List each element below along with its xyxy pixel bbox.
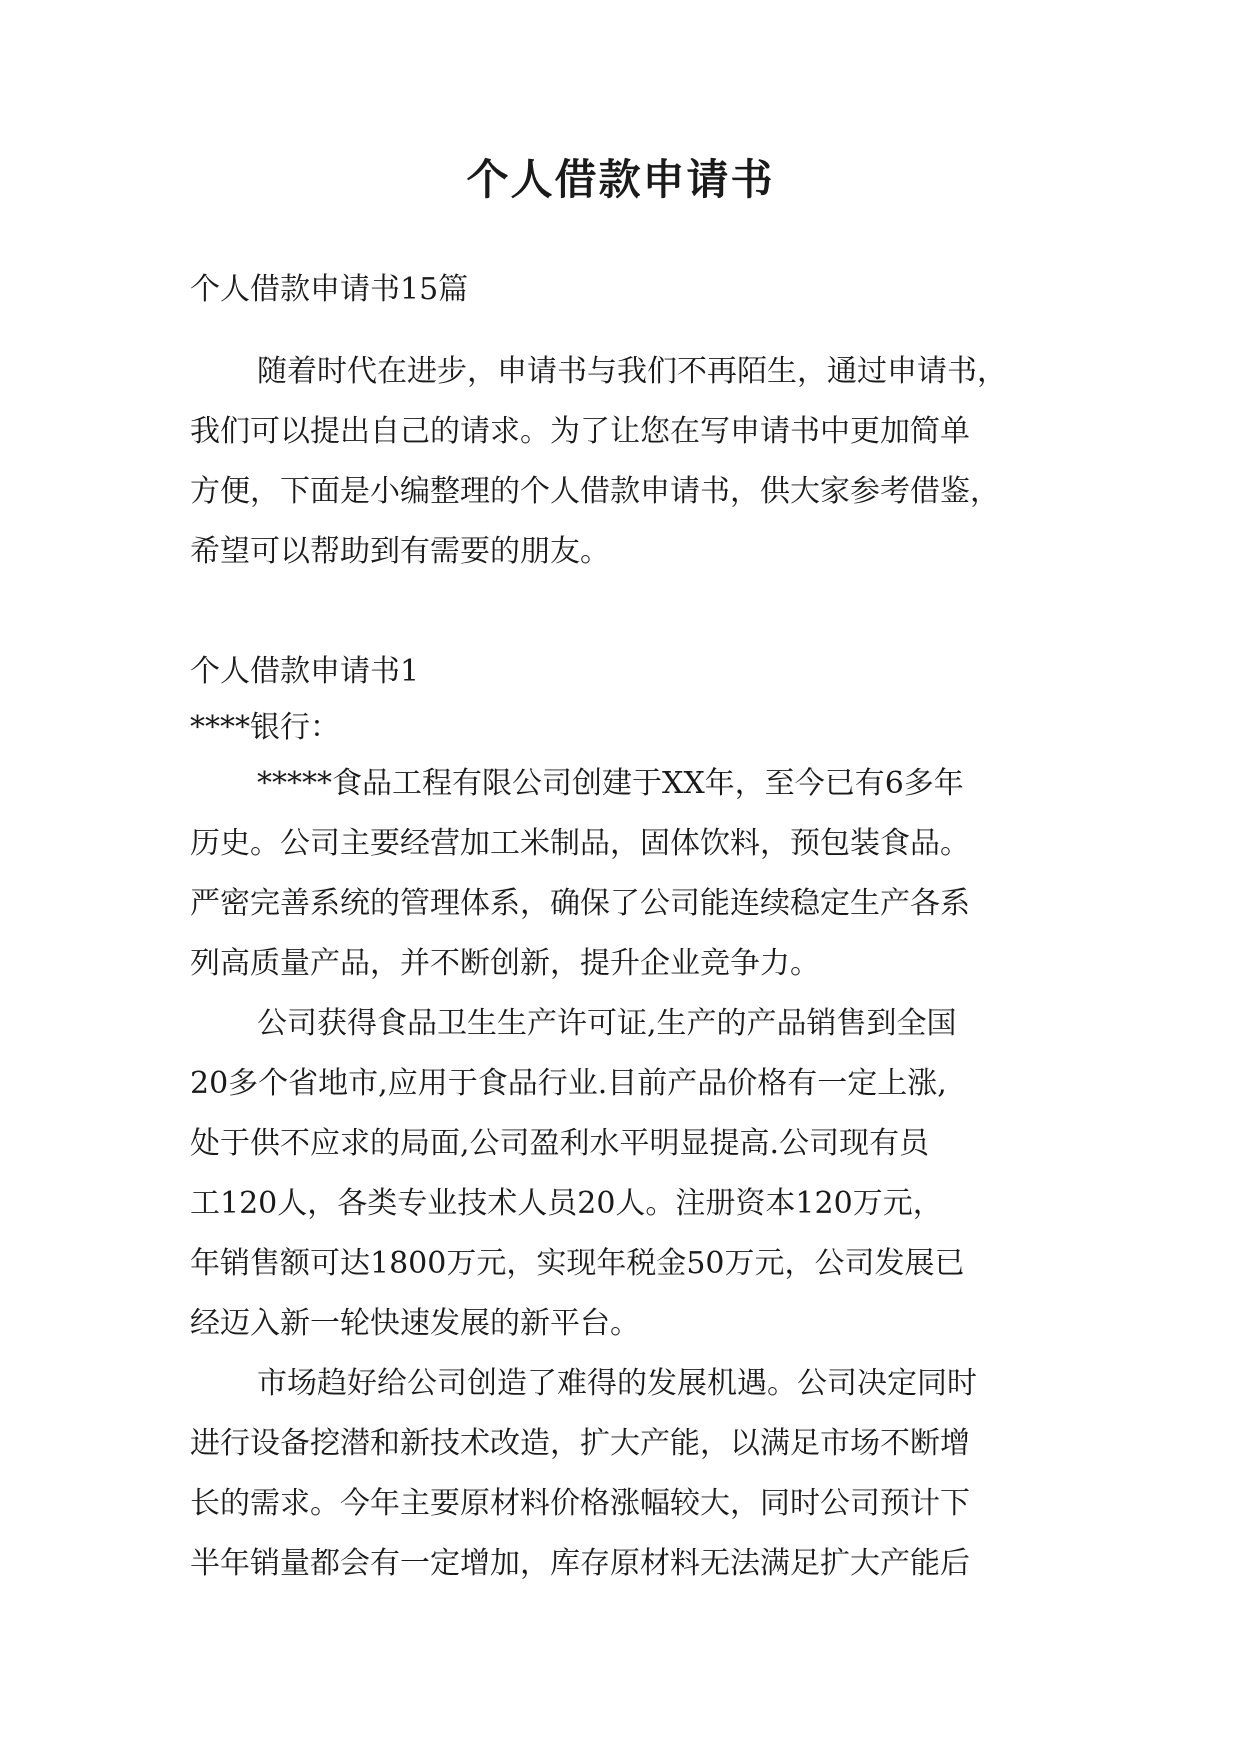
intro-line: 方便，下面是小编整理的个人借款申请书，供大家参考借鉴，	[190, 474, 1000, 509]
body-line: 公司获得食品卫生生产许可证,生产的产品销售到全国	[257, 1006, 957, 1041]
section-heading: 个人借款申请书1	[190, 654, 420, 689]
body-line: 半年销量都会有一定增加，库存原材料无法满足扩大产能后	[190, 1546, 970, 1581]
intro-line: 我们可以提出自己的请求。为了让您在写申请书中更加简单	[190, 414, 970, 449]
body-line: 处于供不应求的局面,公司盈利水平明显提高.公司现有员	[190, 1126, 930, 1161]
intro-line: 随着时代在进步，申请书与我们不再陌生，通过申请书，	[257, 354, 1007, 389]
body-line: 经迈入新一轮快速发展的新平台。	[190, 1306, 640, 1341]
body-line: 长的需求。今年主要原材料价格涨幅较大，同时公司预计下	[190, 1486, 970, 1521]
intro-line: 希望可以帮助到有需要的朋友。	[190, 534, 610, 569]
document-title: 个人借款申请书	[466, 155, 775, 204]
body-line: 20多个省地市,应用于食品行业.目前产品价格有一定上涨,	[190, 1066, 947, 1101]
body-line: 市场趋好给公司创造了难得的发展机遇。公司决定同时	[257, 1366, 977, 1401]
body-line: *****食品工程有限公司创建于XX年，至今已有6多年	[257, 766, 964, 801]
body-line: 进行设备挖潜和新技术改造，扩大产能，以满足市场不断增	[190, 1426, 970, 1461]
salutation-line: ****银行：	[190, 710, 340, 745]
body-line: 年销售额可达1800万元，实现年税金50万元，公司发展已	[190, 1246, 965, 1281]
body-line: 历史。公司主要经营加工米制品，固体饮料，预包装食品。	[190, 826, 970, 861]
body-line: 工120人，各类专业技术人员20人。注册资本120万元，	[190, 1186, 943, 1221]
body-line: 严密完善系统的管理体系，确保了公司能连续稳定生产各系	[190, 886, 970, 921]
subtitle-line: 个人借款申请书15篇	[190, 272, 469, 307]
body-line: 列高质量产品，并不断创新，提升企业竞争力。	[190, 946, 820, 981]
